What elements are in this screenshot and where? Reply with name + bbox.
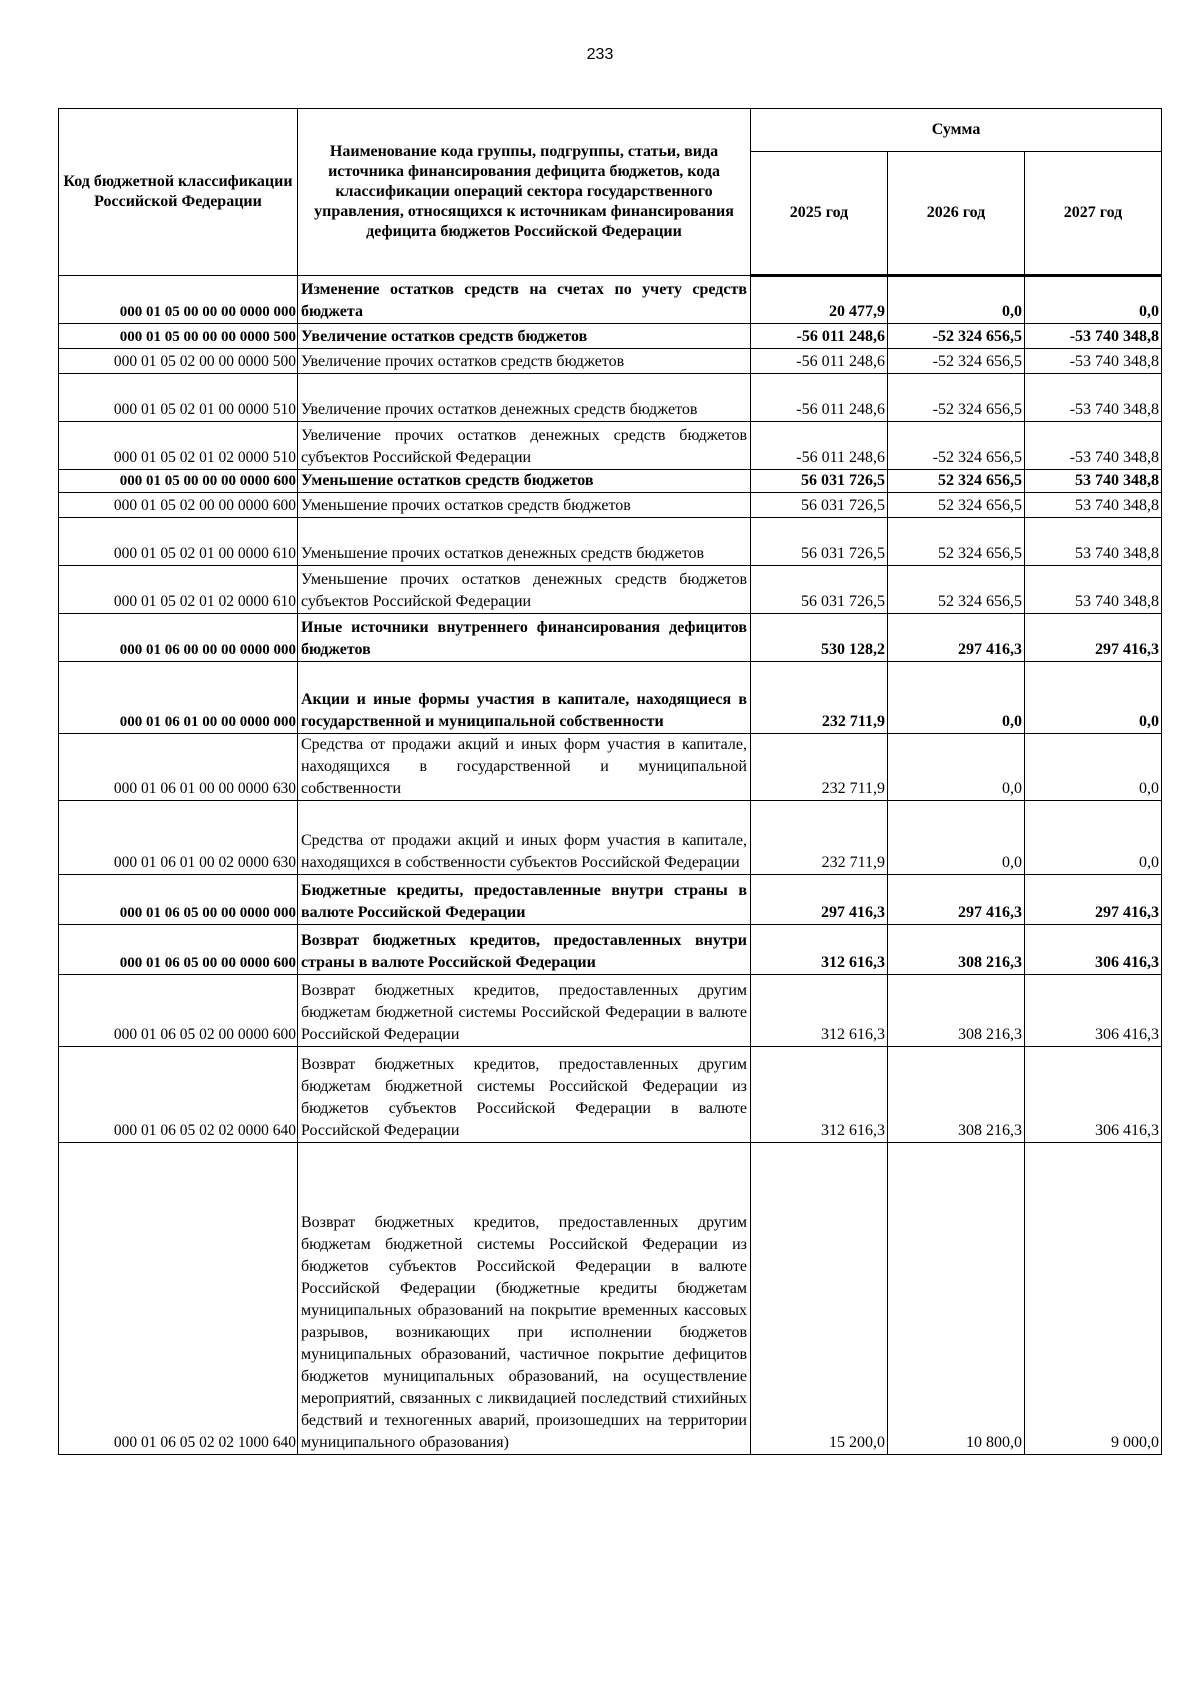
table-row <box>59 975 1162 1047</box>
row-value-2025: 232 711,9 <box>751 734 888 801</box>
table-row <box>59 1047 1162 1143</box>
row-value-2027: 0,0 <box>1025 734 1162 801</box>
row-code-cell: 000 01 06 05 00 00 0000 600 <box>59 925 298 975</box>
table-row <box>59 734 1162 801</box>
row-value-2027: 53 740 348,8 <box>1025 470 1162 493</box>
row-code-cell: 000 01 05 02 01 02 0000 610 <box>59 566 298 614</box>
row-value-2026: 0,0 <box>888 662 1025 734</box>
row-code-cell: 000 01 05 02 00 00 0000 600 <box>59 493 298 518</box>
row-value-2026: 52 324 656,5 <box>888 493 1025 518</box>
table-row <box>59 374 1162 422</box>
row-code-cell: 000 01 06 01 00 02 0000 630 <box>59 801 298 875</box>
row-code-cell: 000 01 06 00 00 00 0000 000 <box>59 614 298 662</box>
header-year-2025: 2025 год <box>751 152 888 276</box>
row-value-2025: 56 031 726,5 <box>751 518 888 566</box>
row-value-2026: 52 324 656,5 <box>888 518 1025 566</box>
page-number: 233 <box>586 46 614 63</box>
row-value-2025: -56 011 248,6 <box>751 422 888 470</box>
row-name-cell: Возврат бюджетных кредитов, предоставленных другим бюджетам бюджетной системы Российской Федерации из бюджетов субъектов Российской Федерации в валюте Российской Федерации <box>298 1047 751 1143</box>
row-value-2025: 232 711,9 <box>751 662 888 734</box>
row-value-2025: 56 031 726,5 <box>751 493 888 518</box>
table-row <box>59 662 1162 734</box>
row-name-cell: Уменьшение прочих остатков денежных средств бюджетов <box>298 518 751 566</box>
header-year-2026: 2026 год <box>888 152 1025 276</box>
row-code-cell: 000 01 06 05 00 00 0000 000 <box>59 875 298 925</box>
row-name-cell: Бюджетные кредиты, предоставленные внутри страны в валюте Российской Федерации <box>298 875 751 925</box>
row-code-cell: 000 01 06 05 02 00 0000 600 <box>59 975 298 1047</box>
row-name-cell: Уменьшение прочих остатков средств бюджетов <box>298 493 751 518</box>
table-row <box>59 349 1162 374</box>
row-name-cell: Изменение остатков средств на счетах по учету средств бюджета <box>298 276 751 324</box>
row-value-2026: -52 324 656,5 <box>888 422 1025 470</box>
row-value-2027: 53 740 348,8 <box>1025 566 1162 614</box>
table-row <box>59 470 1162 493</box>
row-value-2025: 56 031 726,5 <box>751 566 888 614</box>
row-name-cell: Акции и иные формы участия в капитале, находящиеся в государственной и муниципальной собственности <box>298 662 751 734</box>
row-value-2025: 312 616,3 <box>751 975 888 1047</box>
row-value-2026: 297 416,3 <box>888 875 1025 925</box>
row-code-cell: 000 01 05 00 00 00 0000 500 <box>59 324 298 349</box>
row-code-cell: 000 01 06 01 00 00 0000 000 <box>59 662 298 734</box>
row-name-cell: Увеличение прочих остатков денежных средств бюджетов субъектов Российской Федерации <box>298 422 751 470</box>
row-value-2027: 0,0 <box>1025 276 1162 324</box>
table-row <box>59 875 1162 925</box>
row-code-cell: 000 01 06 01 00 00 0000 630 <box>59 734 298 801</box>
row-value-2025: 20 477,9 <box>751 276 888 324</box>
table-body <box>59 276 1162 1455</box>
budget-sources-table <box>58 108 1162 1455</box>
row-value-2027: 297 416,3 <box>1025 875 1162 925</box>
row-code-cell: 000 01 06 05 02 02 1000 640 <box>59 1143 298 1455</box>
row-value-2027: 53 740 348,8 <box>1025 493 1162 518</box>
row-value-2026: 52 324 656,5 <box>888 470 1025 493</box>
row-name-cell: Уменьшение прочих остатков денежных средств бюджетов субъектов Российской Федерации <box>298 566 751 614</box>
row-value-2027: -53 740 348,8 <box>1025 349 1162 374</box>
row-value-2027: -53 740 348,8 <box>1025 324 1162 349</box>
row-name-cell: Средства от продажи акций и иных форм участия в капитале, находящихся в собственности субъектов Российской Федерации <box>298 801 751 875</box>
row-code-cell: 000 01 05 02 00 00 0000 500 <box>59 349 298 374</box>
table-row <box>59 276 1162 324</box>
row-value-2027: 53 740 348,8 <box>1025 518 1162 566</box>
table-row <box>59 801 1162 875</box>
row-name-cell: Увеличение прочих остатков средств бюджетов <box>298 349 751 374</box>
row-value-2027: 297 416,3 <box>1025 614 1162 662</box>
row-value-2025: -56 011 248,6 <box>751 324 888 349</box>
row-code-cell: 000 01 05 00 00 00 0000 600 <box>59 470 298 493</box>
header-sum-column: Сумма <box>751 109 1162 152</box>
row-value-2027: 0,0 <box>1025 662 1162 734</box>
row-value-2025: 530 128,2 <box>751 614 888 662</box>
row-value-2027: 9 000,0 <box>1025 1143 1162 1455</box>
row-value-2026: 308 216,3 <box>888 1047 1025 1143</box>
row-name-cell: Возврат бюджетных кредитов, предоставленных внутри страны в валюте Российской Федерации <box>298 925 751 975</box>
header-year-2027: 2027 год <box>1025 152 1162 276</box>
row-value-2025: 15 200,0 <box>751 1143 888 1455</box>
row-value-2025: -56 011 248,6 <box>751 374 888 422</box>
table-row <box>59 614 1162 662</box>
row-value-2026: 0,0 <box>888 801 1025 875</box>
row-name-cell: Увеличение остатков средств бюджетов <box>298 324 751 349</box>
row-value-2027: 306 416,3 <box>1025 925 1162 975</box>
row-value-2026: 308 216,3 <box>888 975 1025 1047</box>
row-code-cell: 000 01 05 02 01 02 0000 510 <box>59 422 298 470</box>
row-value-2027: -53 740 348,8 <box>1025 374 1162 422</box>
table-row <box>59 566 1162 614</box>
row-name-cell: Иные источники внутреннего финансирования дефицитов бюджетов <box>298 614 751 662</box>
table-row <box>59 422 1162 470</box>
row-value-2027: 306 416,3 <box>1025 975 1162 1047</box>
row-value-2027: 0,0 <box>1025 801 1162 875</box>
row-value-2025: 232 711,9 <box>751 801 888 875</box>
table-row <box>59 493 1162 518</box>
row-value-2025: 312 616,3 <box>751 1047 888 1143</box>
row-value-2026: 52 324 656,5 <box>888 566 1025 614</box>
row-name-cell: Уменьшение остатков средств бюджетов <box>298 470 751 493</box>
table-row <box>59 925 1162 975</box>
row-value-2027: -53 740 348,8 <box>1025 422 1162 470</box>
row-name-cell: Увеличение прочих остатков денежных средств бюджетов <box>298 374 751 422</box>
table-row <box>59 324 1162 349</box>
row-value-2025: 312 616,3 <box>751 925 888 975</box>
header-code-column: Код бюджетной классификации Российской Федерации <box>59 109 298 276</box>
row-value-2026: -52 324 656,5 <box>888 374 1025 422</box>
row-value-2026: 10 800,0 <box>888 1143 1025 1455</box>
row-value-2027: 306 416,3 <box>1025 1047 1162 1143</box>
row-value-2026: 0,0 <box>888 276 1025 324</box>
row-name-cell: Средства от продажи акций и иных форм участия в капитале, находящихся в государственной и муниципальной собственности <box>298 734 751 801</box>
header-name-column: Наименование кода группы, подгруппы, статьи, вида источника финансирования дефицита бюджетов, кода классификации операций сектора государственного управления, относящихся к источникам финансирования дефицита бюджетов Российской Федерации <box>298 109 751 276</box>
row-value-2026: 0,0 <box>888 734 1025 801</box>
row-value-2026: 297 416,3 <box>888 614 1025 662</box>
row-code-cell: 000 01 05 02 01 00 0000 510 <box>59 374 298 422</box>
row-name-cell: Возврат бюджетных кредитов, предоставленных другим бюджетам бюджетной системы Российской Федерации из бюджетов субъектов Российской Федерации в валюте Российской Федерации (бюджетные кредиты бюджетам муниципальных образований на покрытие временных кассовых разрывов, возникающих при исполнении бюджетов муниципальных образований, частичное покрытие дефицитов бюджетов муниципальных образований, на осуществление мероприятий, связанных с ликвидацией последствий стихийных бедствий и техногенных аварий, произошедших на территории муниципального образования) <box>298 1143 751 1455</box>
row-value-2026: -52 324 656,5 <box>888 324 1025 349</box>
table-row <box>59 518 1162 566</box>
row-value-2026: -52 324 656,5 <box>888 349 1025 374</box>
row-value-2025: 297 416,3 <box>751 875 888 925</box>
row-code-cell: 000 01 05 00 00 00 0000 000 <box>59 276 298 324</box>
row-name-cell: Возврат бюджетных кредитов, предоставленных другим бюджетам бюджетной системы Российской Федерации в валюте Российской Федерации <box>298 975 751 1047</box>
table-row <box>59 1143 1162 1455</box>
row-value-2025: -56 011 248,6 <box>751 349 888 374</box>
row-code-cell: 000 01 06 05 02 02 0000 640 <box>59 1047 298 1143</box>
row-value-2026: 308 216,3 <box>888 925 1025 975</box>
row-value-2025: 56 031 726,5 <box>751 470 888 493</box>
row-code-cell: 000 01 05 02 01 00 0000 610 <box>59 518 298 566</box>
